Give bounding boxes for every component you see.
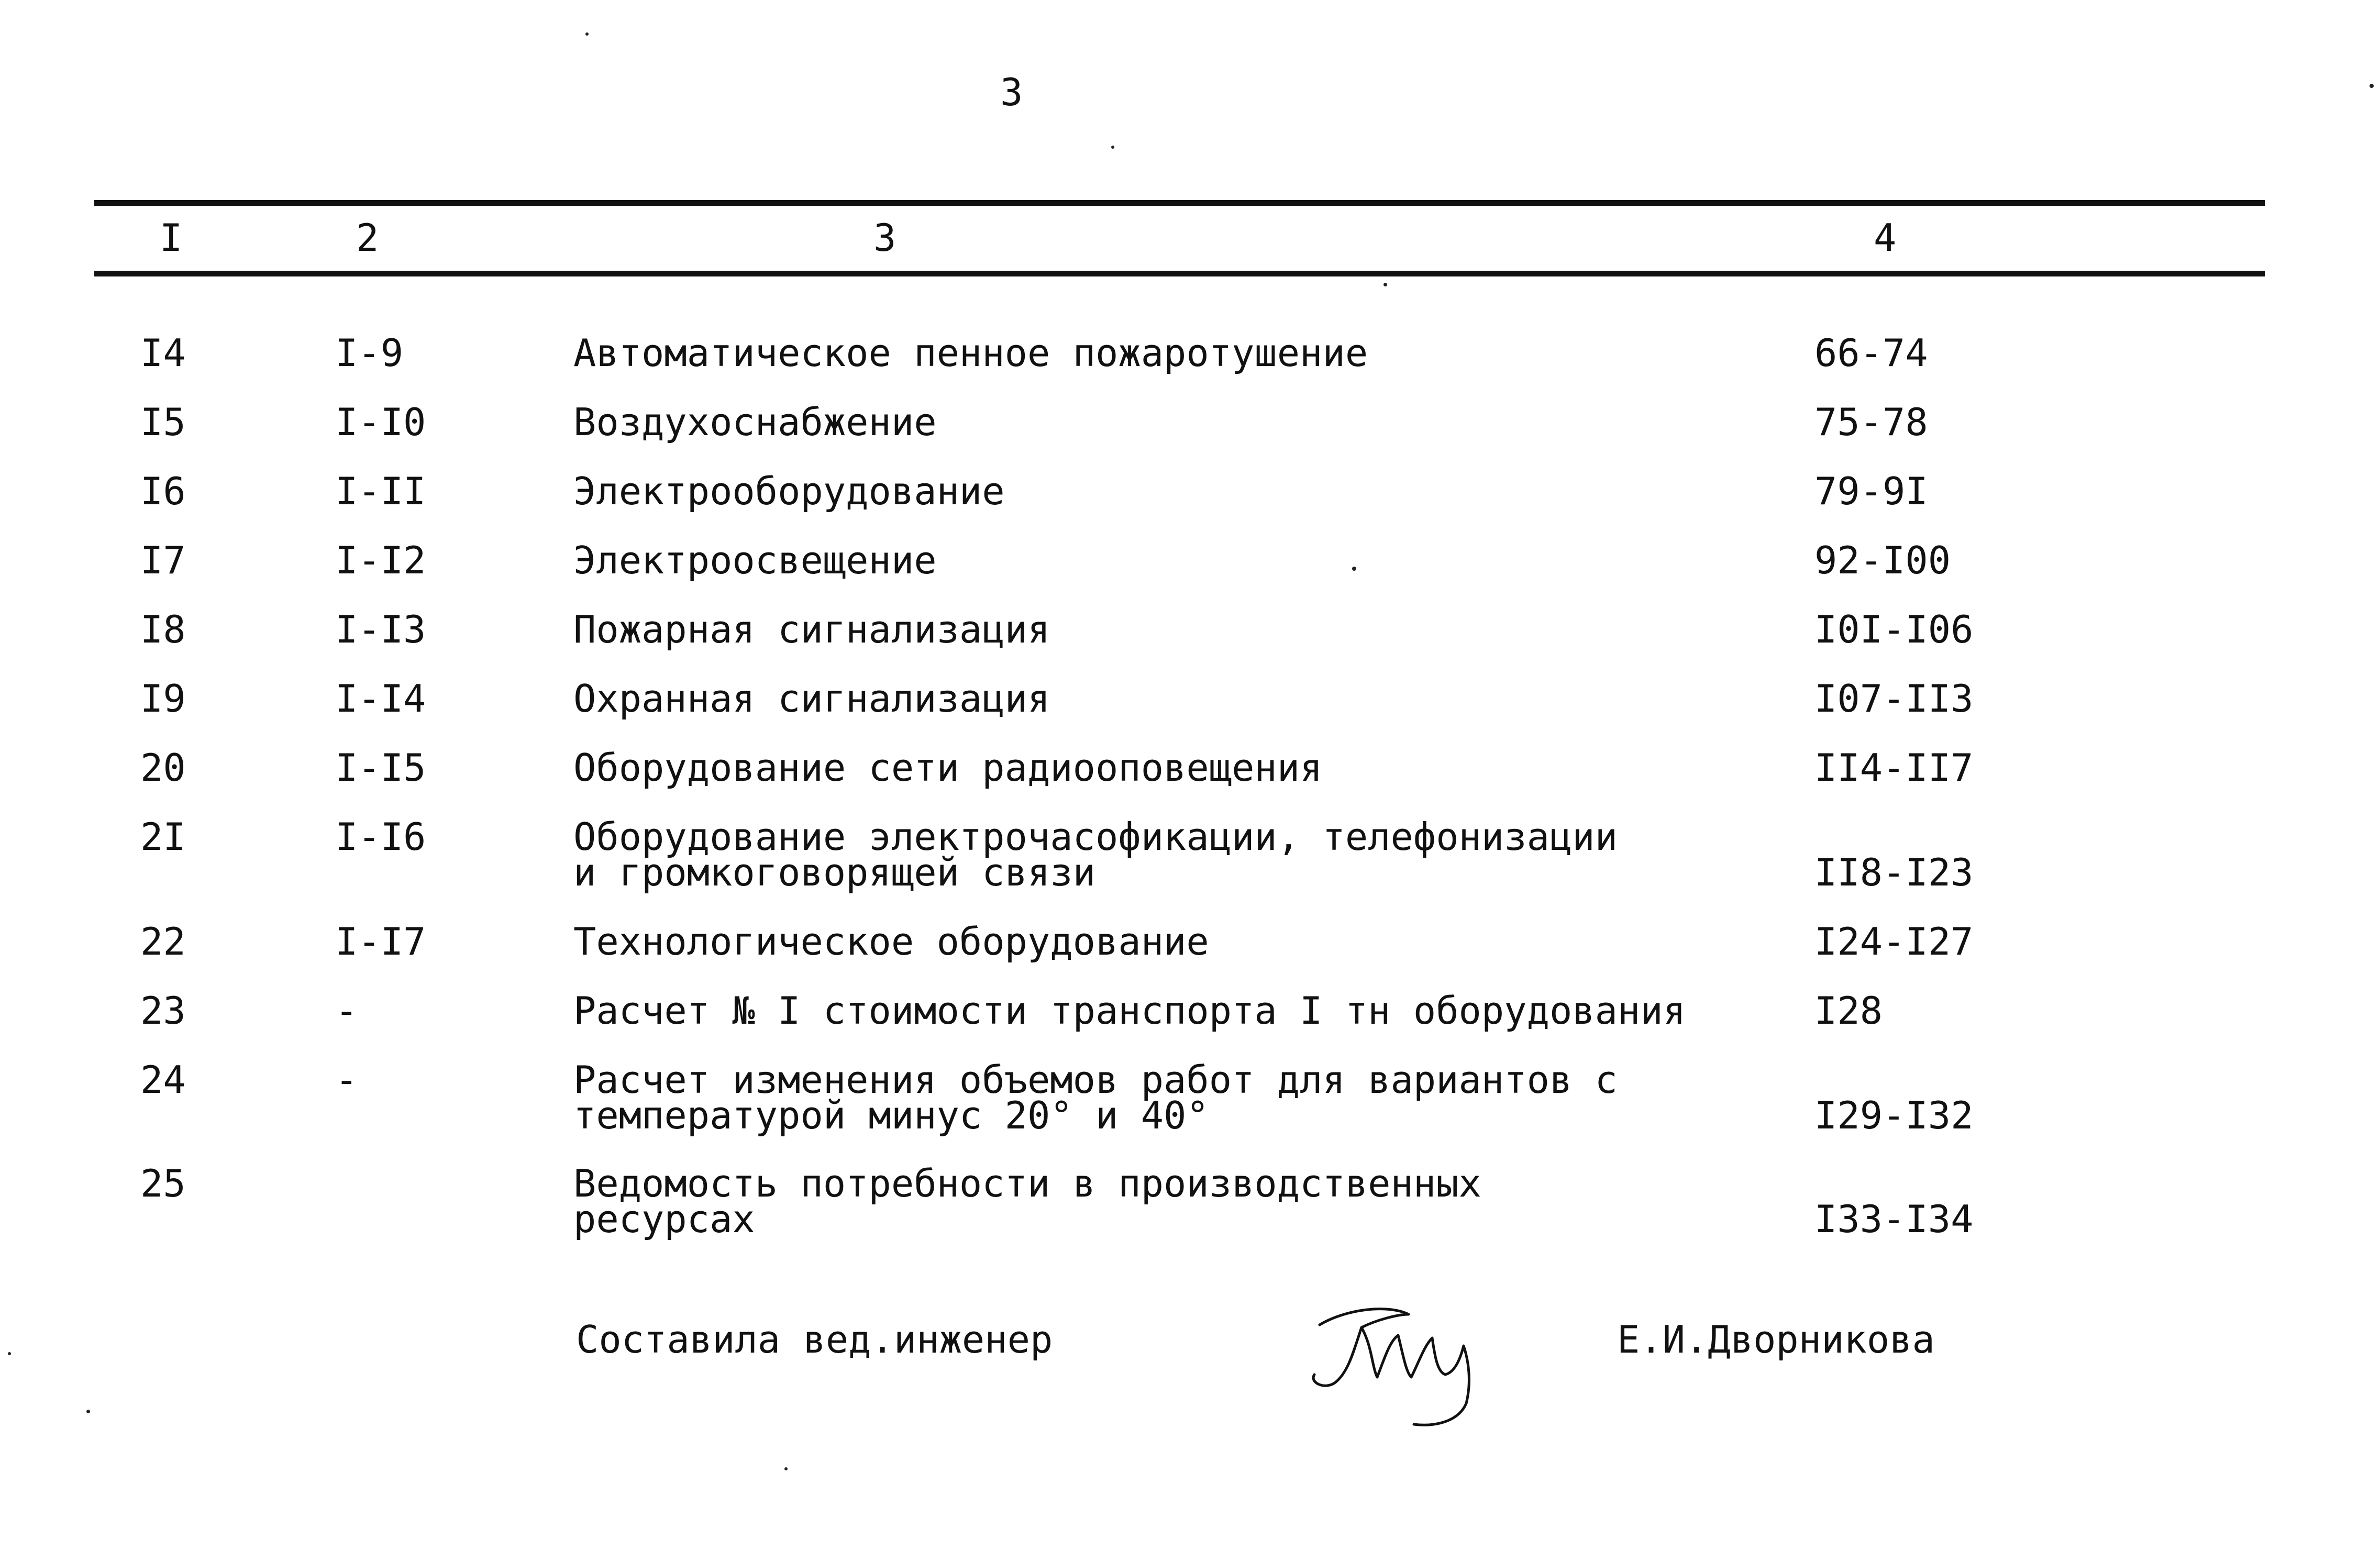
row-code: I-I2 (335, 538, 426, 582)
compiled-by-label: Составила вед.инженер (576, 1318, 1053, 1361)
scan-speck (1383, 283, 1387, 286)
scan-speck (1111, 146, 1114, 149)
row-number: 2I (140, 815, 186, 859)
row-pages: II8-I23 (1814, 850, 1974, 894)
row-title (573, 989, 1686, 1033)
row-code: I-I6 (335, 815, 426, 859)
row-title (573, 400, 937, 444)
row-pages: I29-I32 (1814, 1093, 1974, 1137)
row-title-line: Оборудование сети радиооповещения (573, 746, 1323, 790)
handwritten-signature (1299, 1278, 1498, 1435)
row-title (573, 1058, 1618, 1137)
row-number: 25 (140, 1161, 186, 1205)
row-title-line: Ведомость потребности в производственных (573, 1161, 1481, 1205)
row-title (573, 538, 937, 582)
row-code: I-9 (335, 331, 404, 375)
row-code: - (335, 1058, 358, 1102)
row-title (573, 815, 1618, 894)
row-code: I-I0 (335, 400, 426, 444)
row-code: I-I7 (335, 920, 426, 964)
row-number: I6 (140, 469, 186, 513)
row-pages: II4-II7 (1814, 746, 1974, 790)
row-title-line: Оборудование электрочасофикации, телефонизации (573, 815, 1618, 859)
row-number: 20 (140, 746, 186, 790)
table-header-rule (94, 271, 2265, 276)
row-code: I-I5 (335, 746, 426, 790)
row-number: I9 (140, 677, 186, 721)
row-code: I-I3 (335, 607, 426, 651)
row-title-line: Автоматическое пенное пожаротушение (573, 331, 1368, 375)
row-title-line: Пожарная сигнализация (573, 607, 1050, 651)
row-number: I8 (140, 607, 186, 651)
scan-speck (784, 1467, 788, 1470)
row-title-line: Расчет изменения объемов работ для вариантов с (573, 1058, 1618, 1102)
row-title (573, 1161, 1481, 1241)
column-header-3: 3 (873, 216, 896, 260)
row-number: 24 (140, 1058, 186, 1102)
row-code: I-II (335, 469, 426, 513)
row-title-line: температурой минус 20° и 40° (573, 1093, 1209, 1137)
row-pages: 79-9I (1814, 469, 1928, 513)
row-title-line: Электрооборудование (573, 469, 1005, 513)
row-pages: I0I-I06 (1814, 607, 1974, 651)
scan-speck (86, 1410, 90, 1413)
scan-speck (2370, 84, 2374, 88)
column-header-2: 2 (356, 216, 379, 260)
scan-speck (1352, 567, 1356, 571)
row-title-line: Электроосвещение (573, 538, 937, 582)
row-number: 23 (140, 989, 186, 1033)
row-number: I7 (140, 538, 186, 582)
row-pages: I07-II3 (1814, 677, 1974, 721)
row-title-line: Расчет № I стоимости транспорта I тн оборудования (573, 989, 1686, 1033)
row-number: I5 (140, 400, 186, 444)
page-number: 3 (1000, 70, 1023, 114)
row-title-line: Охранная сигнализация (573, 677, 1050, 721)
row-title-line: Технологическое оборудование (573, 920, 1209, 964)
row-pages: I33-I34 (1814, 1197, 1974, 1241)
scan-speck (8, 1352, 11, 1355)
row-title-line: ресурсах (573, 1197, 755, 1241)
row-title-line: и громкоговорящей связи (573, 850, 1095, 894)
row-title-line: Воздухоснабжение (573, 400, 937, 444)
row-title (573, 469, 1005, 513)
row-title (573, 920, 1209, 964)
row-pages: I28 (1814, 989, 1883, 1033)
row-title (573, 746, 1323, 790)
row-title (573, 331, 1368, 375)
table-top-rule (94, 200, 2265, 206)
row-number: 22 (140, 920, 186, 964)
row-number: I4 (140, 331, 186, 375)
column-header-4: 4 (1874, 216, 1897, 260)
row-code: I-I4 (335, 677, 426, 721)
row-pages: 75-78 (1814, 400, 1928, 444)
row-pages: 66-74 (1814, 331, 1928, 375)
scan-speck (585, 32, 589, 36)
row-pages: 92-I00 (1814, 538, 1951, 582)
column-header-1: I (160, 216, 183, 260)
row-pages: I24-I27 (1814, 920, 1974, 964)
compiler-name: Е.И.Дворникова (1617, 1318, 1935, 1361)
row-title (573, 677, 1050, 721)
row-title (573, 607, 1050, 651)
row-code: - (335, 989, 358, 1033)
